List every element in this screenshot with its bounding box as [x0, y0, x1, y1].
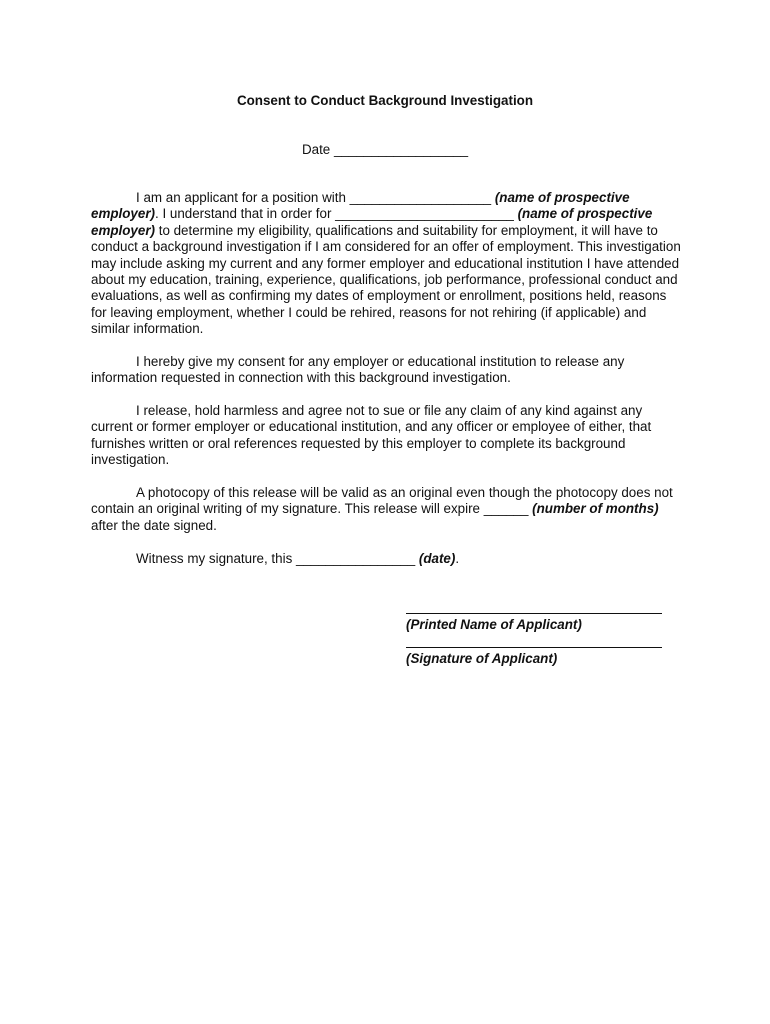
p1-text-3: to determine my eligibility, qualifications and suitability for employment, it will have to conduct a background investigation if I am considered for an offer of employment. This investigation may include asking my current and any former employer and educational institution I have attended about my education, training, experience, qualifications, job performance, professional conduct and evaluations, as well as confirming my dates of employment or enrollment, positions held, reasons for leaving employment, whether I could be rehired, reasons for not rehiring (if applicable) and similar information. — [91, 222, 681, 337]
date-line — [0, 142, 770, 157]
p5-text-1: Witness my signature, this — [136, 551, 296, 566]
p1-text-2: . I understand that in order for — [155, 206, 336, 222]
document-title: Consent to Conduct Background Investigation — [236, 93, 534, 108]
paragraph-consent: I hereby give my consent for any employer or educational institution to release any information requested in connection with this background investigation. — [91, 354, 625, 386]
date-label: Date — [301, 142, 331, 157]
p1-text-1: I am an applicant for a position with — [136, 190, 350, 205]
witness-date-blank: ________________ — [296, 551, 416, 566]
p4-text-1: A photocopy of this release will be valid as an original even though the photocopy does not contain an original writing of my signature. This release will expire — [91, 485, 673, 517]
p5-emphasis: (date) — [415, 551, 456, 566]
date-blank: __________________ — [333, 142, 469, 157]
employer-name-blank-1: ___________________ — [349, 190, 492, 205]
p4-text-2: after the date signed. — [91, 517, 217, 533]
p4-emphasis: (number of months) — [528, 501, 659, 517]
p5-text-2: . — [455, 551, 460, 566]
signature-block — [406, 647, 662, 666]
paragraph-witness — [91, 551, 681, 567]
printed-name-block — [406, 613, 662, 632]
p1-emphasis-1: (name of prospective employer) — [91, 190, 630, 222]
employer-name-blank-2: ________________________ — [335, 206, 514, 222]
printed-name-label: (Printed Name of Applicant) — [406, 617, 582, 632]
months-blank: ______ — [483, 501, 529, 517]
signature-line — [406, 647, 662, 648]
paragraph-photocopy — [91, 485, 681, 534]
paragraph-applicant-statement — [91, 190, 681, 338]
paragraph-release: I release, hold harmless and agree not to sue or file any claim of any kind against any current or former employer or educational institution, and any officer or employee of either, that furnishes written or oral references requested by this employer to complete its background investigation. — [91, 403, 652, 468]
signature-label: (Signature of Applicant) — [406, 651, 558, 666]
p1-emphasis-2: (name of prospective employer) — [91, 206, 653, 238]
printed-name-line — [406, 613, 662, 614]
